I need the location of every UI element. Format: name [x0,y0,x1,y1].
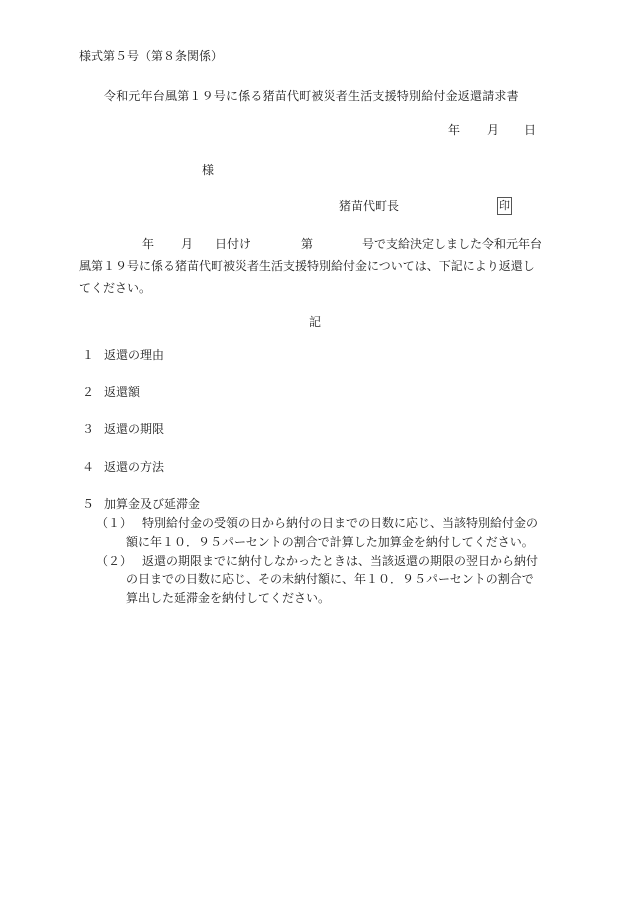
subitem-1 [96,515,538,531]
body-line3: てください。 [79,281,152,295]
subitem-line: 特別給付金の受領の日から納付の日までの日数に応じ、当該特別給付金の [142,516,539,530]
list-item [82,496,200,512]
item-label: 返還の理由 [104,348,165,362]
list-item [82,459,164,475]
list-item [82,421,164,437]
date-month-label: 月 [487,123,500,137]
seal-stamp: 印 [497,197,512,215]
list-item [82,347,164,363]
item-label: 返還額 [104,385,141,399]
body-month-label: 月 [181,237,194,251]
item-label: 加算金及び延滞金 [104,497,201,511]
subitem-label: （１） [96,516,133,530]
item-number: １ [82,348,95,362]
form-number: 様式第５号（第８条関係） [79,49,224,63]
subitem-2 [96,553,538,569]
item-number: ５ [82,497,95,511]
item-label: 返還の方法 [104,460,165,474]
item-number: ２ [82,385,95,399]
list-item [82,384,140,400]
body-day-label: 日付け [215,237,252,251]
date-year-label: 年 [448,123,461,137]
item-number: ３ [82,422,95,436]
issuer-name: 猪苗代町長 [339,199,400,213]
subitem-label: （２） [96,554,133,568]
subitem-2-line2: の日までの日数に応じ、その未納付額に、年１０．９５パーセントの割合で [126,572,534,586]
body-line1-rest: 号で支給決定しました令和元年台 [362,237,543,251]
subitem-line: 返還の期限までに納付しなかったときは、当該返還の期限の翌日から納付 [142,554,539,568]
item-number: ４ [82,460,95,474]
body-year-label: 年 [142,237,155,251]
addressee-suffix: 様 [202,163,215,177]
body-line2: 風第１９号に係る猪苗代町被災者生活支援特別給付金については、下記により返還し [79,259,535,273]
date-day-label: 日 [524,123,537,137]
subitem-2-line3: 算出した延滞金を納付してください。 [126,591,331,605]
item-label: 返還の期限 [104,422,165,436]
note-heading: 記 [309,315,322,329]
subitem-1-line2: 額に年１０．９５パーセントの割合で計算した加算金を納付してください。 [126,535,534,549]
body-dai-label: 第 [301,237,314,251]
document-title: 令和元年台風第１９号に係る猪苗代町被災者生活支援特別給付金返還請求書 [104,89,519,103]
